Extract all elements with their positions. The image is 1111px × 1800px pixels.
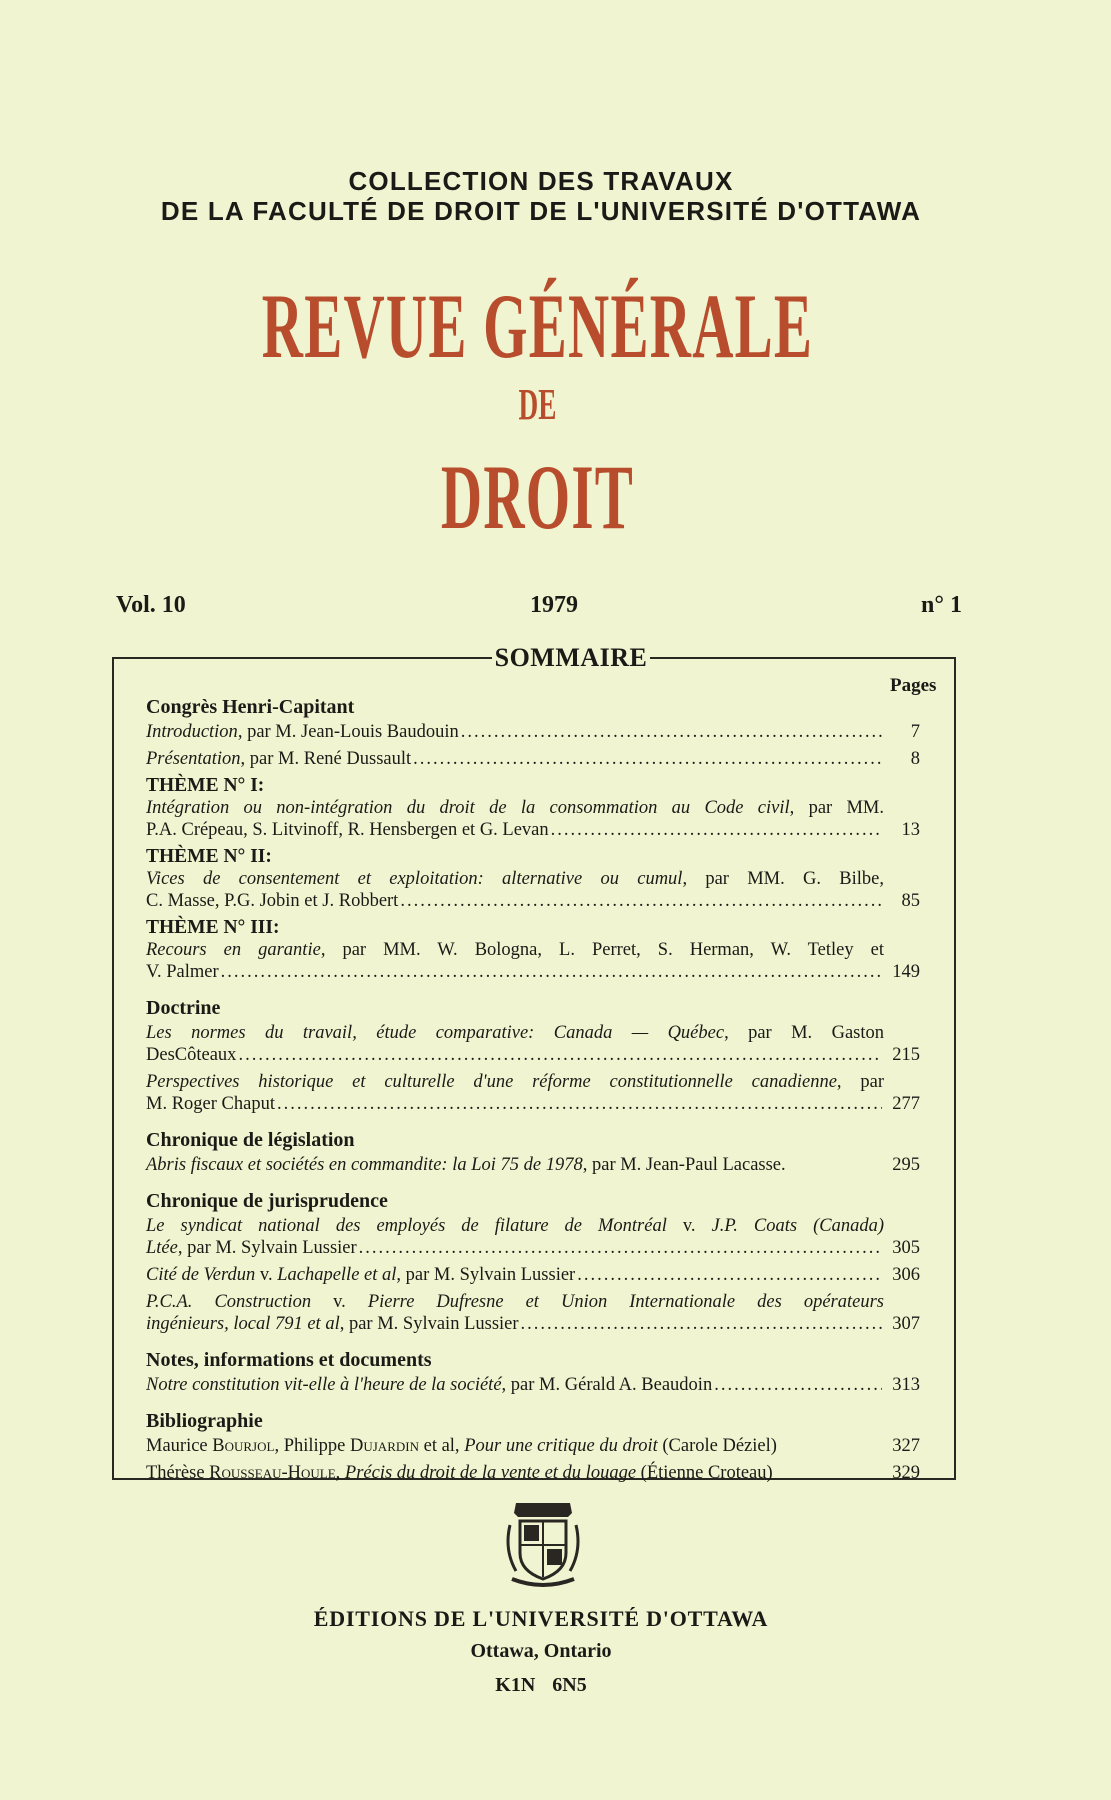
author-sep: ,: [335, 1463, 345, 1483]
toc-entry[interactable]: [146, 1022, 920, 1066]
postal-code: K1N 6N5: [495, 1674, 587, 1696]
author-first: Maurice: [146, 1436, 213, 1456]
toc-entry[interactable]: [146, 1071, 920, 1115]
entry-title: Notre constitution vit-elle à l'heure de la société: [146, 1375, 502, 1395]
toc-entry[interactable]: [146, 1264, 920, 1286]
entry-page: 306: [892, 1265, 920, 1285]
entry-page: 85: [901, 891, 920, 911]
theme-heading: THÈME N° III:: [146, 917, 280, 938]
entry-reviewer: (Étienne Croteau): [636, 1463, 773, 1483]
toc-entry[interactable]: [146, 1154, 920, 1176]
author-etal: et al,: [418, 1436, 465, 1456]
entry-page: 13: [901, 820, 920, 840]
table-of-contents: [146, 690, 920, 1489]
entry-title: Précis du droit de la vente et du louage: [344, 1463, 637, 1483]
entry-title: Les normes du travail, étude comparative: Canada — Québec: [146, 1023, 725, 1043]
entry-title: Présentation: [146, 749, 241, 769]
entry-versus: v.: [666, 1216, 712, 1236]
entry-versus: v.: [311, 1292, 368, 1312]
entry-page: 295: [892, 1155, 920, 1175]
author-last: Dujardin: [350, 1436, 419, 1456]
university-crest-icon: [502, 1495, 584, 1591]
section-heading: Doctrine: [146, 997, 221, 1019]
entry-title-2: Lachapelle et al: [277, 1265, 397, 1285]
entry-title-2: Pierre Dufresne et Union Internationale des opérateurs: [367, 1292, 884, 1312]
entry-title: Recours en garantie: [146, 940, 321, 960]
toc-entry[interactable]: [146, 1374, 920, 1396]
volume: Vol. 10: [116, 592, 186, 618]
author-first: Thérèse: [146, 1463, 210, 1483]
entry-author: , par M. Gérald A. Beaudoin: [501, 1375, 713, 1395]
toc-entry[interactable]: [146, 1462, 920, 1484]
section-heading: Congrès Henri-Capitant: [146, 696, 355, 718]
entry-title: Introduction: [146, 722, 238, 742]
issue-info: [116, 592, 962, 626]
author-first: , Philippe: [274, 1436, 350, 1456]
entry-title-2: J.P. Coats (Canada): [711, 1216, 884, 1236]
author-last: Bourjol: [212, 1436, 275, 1456]
entry-title: Abris fiscaux et sociétés en commandite: la Loi 75 de 1978: [146, 1155, 583, 1175]
toc-entry[interactable]: [146, 748, 920, 770]
entry-author: , par M. Sylvain Lussier: [339, 1314, 519, 1334]
box-rule-left: [112, 657, 492, 659]
entry-title: Vices de consentement et exploitation: alternative ou cumul: [146, 869, 683, 889]
entry-page: 215: [892, 1045, 920, 1065]
publisher-city: Ottawa, Ontario: [470, 1640, 612, 1662]
entry-author: , par M. René Dussault: [240, 749, 412, 769]
entry-title: Pour une critique du droit: [464, 1436, 658, 1456]
journal-title-droit: DROIT: [440, 446, 635, 548]
toc-entry[interactable]: [146, 797, 920, 841]
section-heading: Bibliographie: [146, 1410, 263, 1432]
collection-line-2: DE LA FACULTÉ DE DROIT DE L'UNIVERSITÉ D'OTTAWA: [160, 196, 922, 226]
entry-title: Perspectives historique et culturelle d'une réforme constitutionnelle canadienne: [146, 1072, 837, 1092]
box-rule-right: [650, 657, 956, 659]
entry-title: P.C.A. Construction: [146, 1292, 312, 1312]
entry-author-line: P.A. Crépeau, S. Litvinoff, R. Hensbergen et G. Levan: [146, 820, 549, 840]
collection-header: [0, 166, 1082, 226]
toc-entry[interactable]: [146, 1435, 920, 1457]
section-heading: Chronique de jurisprudence: [146, 1190, 388, 1212]
toc-entry[interactable]: [146, 721, 920, 743]
entry-page: 149: [892, 962, 920, 982]
section-heading: Notes, informations et documents: [146, 1349, 432, 1371]
toc-entry[interactable]: [146, 868, 920, 912]
entry-page: 307: [892, 1314, 920, 1334]
year: 1979: [530, 592, 578, 618]
entry-title: Intégration ou non-intégration du droit de la consommation au Code civil: [146, 798, 790, 818]
entry-author: , par M. Sylvain Lussier: [177, 1238, 357, 1258]
journal-title-de: DE: [518, 380, 557, 429]
pages-label: Pages: [890, 675, 937, 696]
entry-page: 327: [892, 1436, 920, 1456]
entry-author-line: M. Roger Chaput: [146, 1094, 275, 1114]
entry-author-line: DesCôteaux: [146, 1045, 237, 1065]
entry-title: Cité de Verdun: [146, 1265, 256, 1285]
entry-title-cont: Ltée: [146, 1238, 178, 1258]
entry-author: , par M. Gaston: [724, 1023, 884, 1043]
entry-author: , par MM.: [789, 798, 884, 818]
entry-page: 8: [910, 749, 920, 769]
section-heading: Chronique de législation: [146, 1129, 355, 1151]
entry-page: 329: [892, 1463, 920, 1483]
author-last: Rousseau-Houle: [209, 1463, 336, 1483]
entry-page: 7: [910, 722, 920, 742]
publisher: ÉDITIONS DE L'UNIVERSITÉ D'OTTAWA: [313, 1606, 769, 1631]
entry-author: , par M. Jean-Louis Baudouin: [237, 722, 459, 742]
entry-author-line: C. Masse, P.G. Jobin et J. Robbert: [146, 891, 399, 911]
entry-reviewer: (Carole Déziel): [657, 1436, 777, 1456]
journal-title: REVUE GÉNÉRALE: [261, 275, 814, 377]
entry-title-cont: ingénieurs, local 791 et al: [146, 1314, 340, 1334]
entry-author: , par MM. G. Bilbe,: [682, 869, 884, 889]
entry-page: 277: [892, 1094, 920, 1114]
toc-entry[interactable]: [146, 1215, 920, 1259]
entry-versus: v.: [255, 1265, 278, 1285]
theme-heading: THÈME N° I:: [146, 775, 265, 796]
collection-line-1: COLLECTION DES TRAVAUX: [348, 166, 734, 196]
entry-author: , par MM. W. Bologna, L. Perret, S. Herman, W. Tetley et: [320, 940, 884, 960]
issue-number: n° 1: [921, 592, 962, 618]
entry-title: Le syndicat national des employés de filature de Montréal: [146, 1216, 667, 1236]
toc-entry[interactable]: [146, 939, 920, 983]
theme-heading: THÈME N° II:: [146, 846, 272, 867]
toc-entry[interactable]: [146, 1291, 920, 1335]
entry-author: , par: [836, 1072, 884, 1092]
entry-page: 305: [892, 1238, 920, 1258]
entry-author: , par M. Jean-Paul Lacasse.: [582, 1155, 786, 1175]
entry-page: 313: [892, 1375, 920, 1395]
entry-author-line: V. Palmer: [146, 962, 219, 982]
sommaire-heading: SOMMAIRE: [492, 643, 650, 673]
entry-author: , par M. Sylvain Lussier: [396, 1265, 576, 1285]
